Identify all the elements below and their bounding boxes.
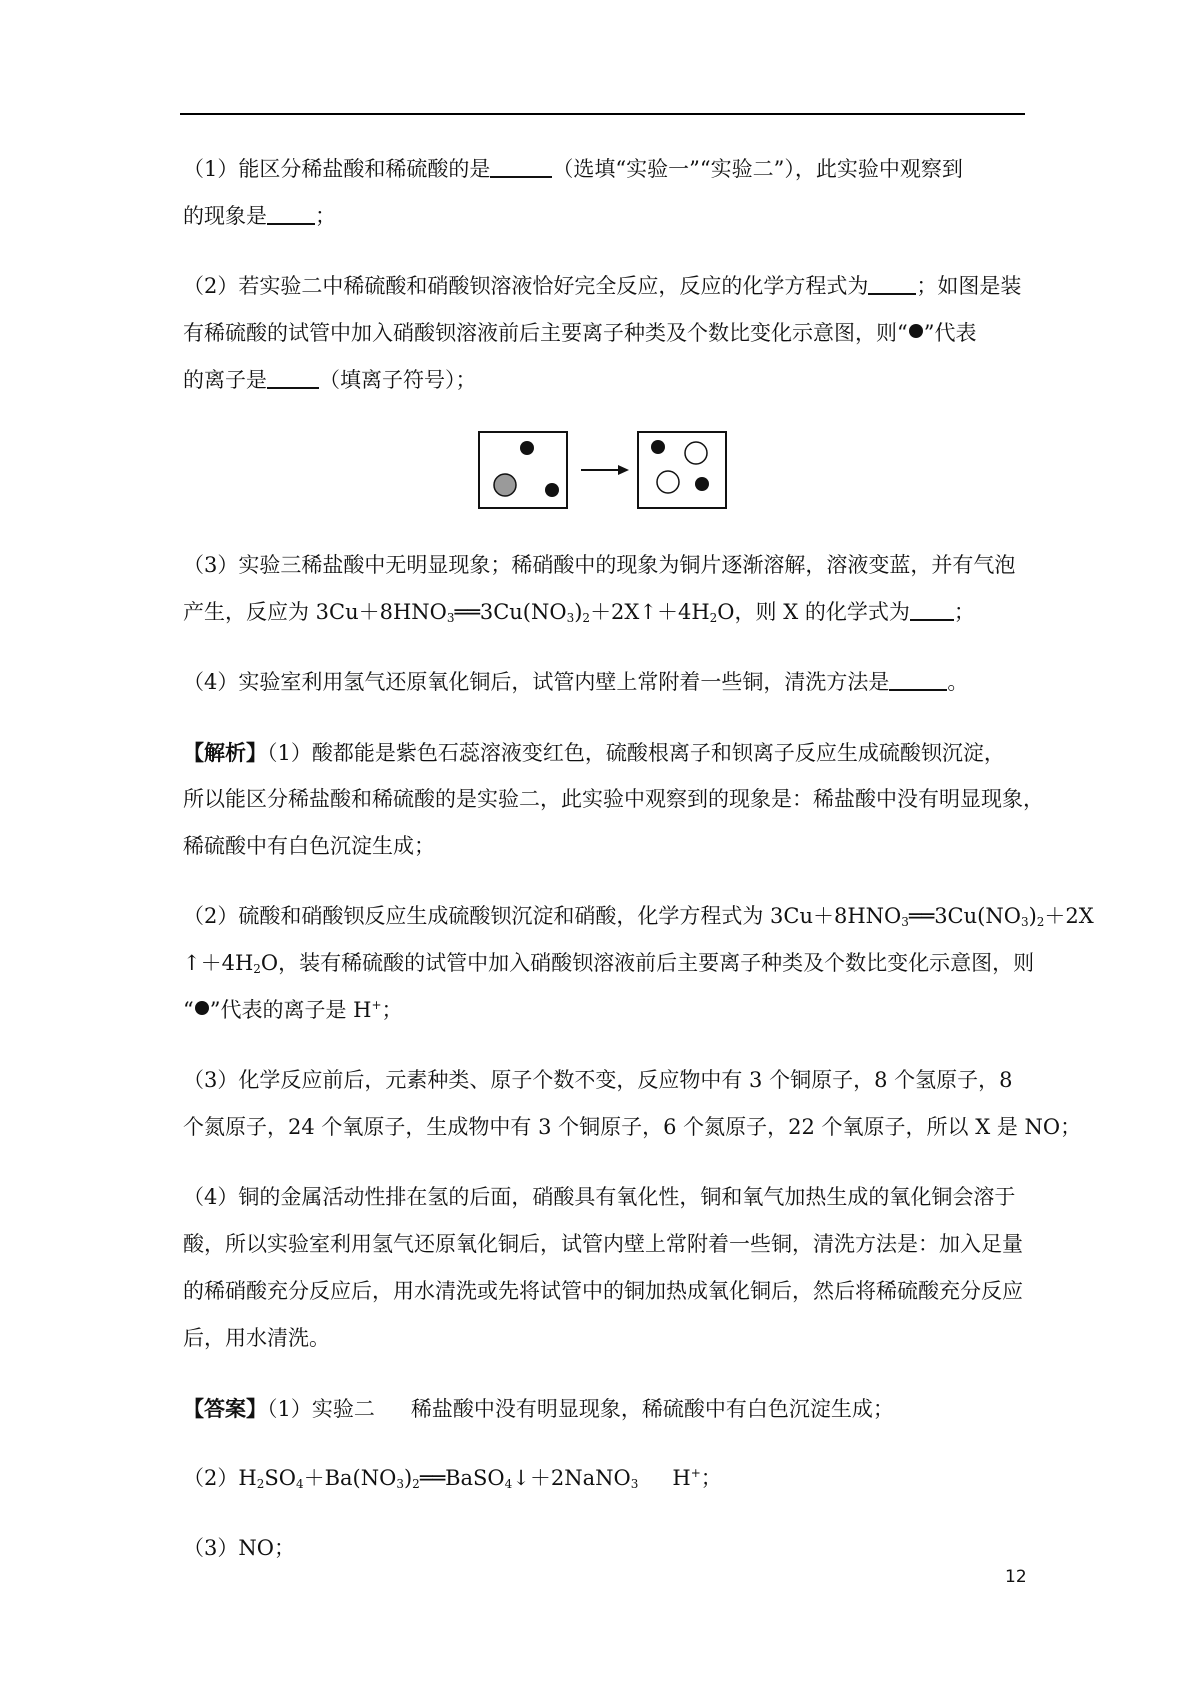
header-rule [180, 113, 1025, 115]
analysis-text: （4）铜的金属活动性排在氢的后面，硝酸具有氧化性，铜和氧气加热生成的氧化铜会溶于 [183, 1185, 1016, 1209]
question-2-line-3 [183, 357, 1028, 404]
analysis-p4-line-2 [183, 1221, 1028, 1268]
question-3-line-1 [183, 542, 1028, 589]
black-ion-dot [545, 483, 559, 497]
analysis-text: ＋2X [1044, 904, 1094, 928]
answer-text: SO [264, 1466, 296, 1490]
analysis-p3-line-2 [183, 1104, 1082, 1151]
q3-text-e: ＋2X↑＋4H [590, 600, 710, 624]
q2-text-c: 有稀硫酸的试管中加入硝酸钡溶液前后主要离子种类及个数比变化示意图，则“ [183, 321, 908, 345]
white-ion-circle [657, 471, 679, 493]
subscript: 3 [566, 611, 575, 625]
analysis-text: 的稀硝酸充分反应后，用水清洗或先将试管中的铜加热成氧化铜后，然后将稀硫酸充分反应 [183, 1279, 1023, 1303]
answer-text: ) [403, 1466, 413, 1490]
black-ion-dot [520, 441, 534, 455]
superscript: + [690, 1466, 701, 1480]
analysis-p1-line-2 [183, 776, 1044, 823]
subscript: 3 [1020, 915, 1029, 929]
q3-text-f: O，则 X 的化学式为 [717, 600, 910, 624]
answer-blank [910, 599, 954, 621]
q2-text-e: 的离子是 [183, 368, 267, 392]
analysis-text: 后，用水清洗。 [183, 1326, 330, 1350]
analysis-text: “ [183, 998, 194, 1022]
subscript: 3 [630, 1477, 639, 1491]
analysis-p1-line-3 [183, 823, 1028, 870]
analysis-p3-line-1 [183, 1057, 1028, 1104]
subscript: 2 [253, 962, 261, 976]
answer-text: 稀盐酸中没有明显现象，稀硫酸中有白色沉淀生成； [410, 1397, 894, 1421]
q2-text-f: （填离子符号）； [319, 368, 477, 392]
analysis-text: （3）化学反应前后，元素种类、原子个数不变，反应物中有 3 个铜原子，8 个氢原子，8 [183, 1068, 1013, 1092]
answer-line-1 [183, 1385, 1028, 1433]
subscript: 3 [396, 1477, 404, 1491]
after-box [638, 432, 726, 508]
arrow-head-icon [618, 465, 629, 475]
answer-line-3 [183, 1525, 1028, 1572]
gray-ion-circle [494, 474, 516, 496]
analysis-text: 所以能区分稀盐酸和稀硫酸的是实验二，此实验中观察到的现象是：稀盐酸中没有明显现象， [183, 787, 1044, 811]
question-2-line-1 [183, 263, 1028, 310]
subscript: 3 [901, 915, 909, 929]
q4-text-a: （4）实验室利用氢气还原氧化铜后，试管内壁上常附着一些铜，清洗方法是 [183, 670, 890, 694]
answer-text: ； [700, 1466, 722, 1490]
analysis-text: 酸，所以实验室利用氢气还原氧化铜后，试管内壁上常附着一些铜，清洗方法是：加入足量 [183, 1232, 1023, 1256]
answer-tag: 【答案】 [183, 1396, 267, 1421]
analysis-p2-line-1 [183, 893, 1094, 940]
black-ion-dot [651, 440, 665, 454]
subscript: 3 [446, 611, 455, 625]
q3-text-b: 产生，反应为 3Cu＋8HNO [183, 600, 447, 624]
analysis-text: 稀硫酸中有白色沉淀生成； [183, 834, 435, 858]
analysis-text: 个氮原子，24 个氧原子，生成物中有 3 个铜原子，6 个氮原子，22 个氧原子，所以 X 是 NO； [183, 1115, 1082, 1139]
analysis-text: ══3Cu(NO [908, 904, 1021, 928]
analysis-p1-line-1 [183, 729, 1028, 777]
page-number: 12 [1005, 1567, 1027, 1587]
analysis-p4-line-1 [183, 1174, 1028, 1221]
q1-text-a: （1）能区分稀盐酸和稀硫酸的是 [183, 157, 491, 181]
answer-blank [868, 273, 916, 295]
answer-line-2 [183, 1455, 1028, 1502]
black-dot-icon [909, 324, 923, 338]
analysis-p4-line-3 [183, 1268, 1028, 1315]
answer-blank [490, 156, 552, 178]
answer-text: （2）H [183, 1466, 257, 1490]
analysis-text: （2）硫酸和硝酸钡反应生成硫酸钡沉淀和硝酸，化学方程式为 3Cu＋8HNO [183, 904, 902, 928]
white-ion-circle [685, 442, 707, 464]
black-ion-dot [695, 477, 709, 491]
analysis-text: ) [1028, 904, 1037, 928]
analysis-text: （1）酸都能是紫色石蕊溶液变红色，硫酸根离子和钡离子反应生成硫酸钡沉淀， [267, 741, 1005, 765]
q1-text-d: ； [315, 204, 336, 228]
q1-text-c: 的现象是 [183, 204, 267, 228]
answer-blank [267, 203, 315, 225]
q2-text-d: ”代表 [923, 321, 977, 345]
black-dot-icon [195, 1001, 209, 1015]
analysis-p2-line-2 [183, 940, 1035, 987]
question-1-line-2 [183, 193, 1028, 240]
answer-text: ＋Ba(NO [303, 1466, 397, 1490]
q3-text-g: ； [953, 600, 975, 624]
q3-text-d: ) [574, 600, 583, 624]
q3-text-c: ══3Cu(NO [454, 600, 567, 624]
answer-text: ↓＋2NaNO [512, 1466, 631, 1490]
subscript: 4 [504, 1477, 513, 1491]
answer-text: （1）实验二 [267, 1397, 375, 1421]
subscript: 2 [582, 611, 591, 625]
analysis-text: ”代表的离子是 H [209, 998, 372, 1022]
answer-text: （3）NO； [183, 1536, 295, 1560]
answer-blank [889, 669, 947, 691]
q2-text-a: （2）若实验二中稀硫酸和硝酸钡溶液恰好完全反应，反应的化学方程式为 [183, 274, 869, 298]
question-3-line-2 [183, 589, 1028, 636]
analysis-p4-line-4 [183, 1315, 1028, 1362]
analysis-text: ↑＋4H [183, 951, 254, 975]
q4-text-b: 。 [947, 670, 969, 694]
question-2-line-2 [183, 310, 1028, 357]
analysis-p2-line-3 [183, 987, 1028, 1034]
subscript: 2 [709, 611, 718, 625]
question-4-line [183, 659, 1028, 706]
subscript: 2 [412, 1477, 420, 1491]
answer-blank [267, 367, 319, 389]
subscript: 4 [295, 1477, 304, 1491]
subscript: 2 [1036, 915, 1045, 929]
q3-text-a: （3）实验三稀盐酸中无明显现象；稀硝酸中的现象为铜片逐渐溶解，溶液变蓝，并有气泡 [183, 553, 1016, 577]
ion-change-diagram [478, 431, 728, 513]
analysis-tag: 【解析】 [183, 740, 267, 765]
answer-text: H [672, 1466, 691, 1490]
question-1-line-1 [183, 146, 1028, 193]
subscript: 2 [256, 1477, 265, 1491]
analysis-text: ； [381, 998, 403, 1022]
answer-text: ══BaSO [419, 1466, 505, 1490]
q2-text-b: ；如图是装 [916, 274, 1022, 298]
analysis-text: O，装有稀硫酸的试管中加入硝酸钡溶液前后主要离子种类及个数比变化示意图，则 [260, 951, 1035, 975]
superscript: + [371, 998, 382, 1012]
q1-text-b: （选填“实验一”“实验二”），此实验中观察到 [552, 157, 963, 181]
